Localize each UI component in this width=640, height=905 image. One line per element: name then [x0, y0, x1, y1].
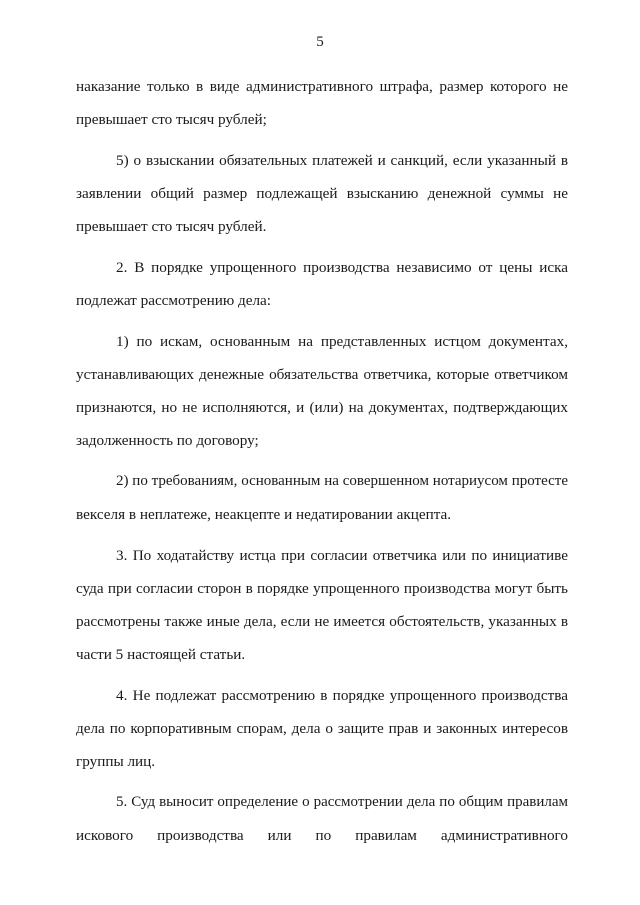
text-line: устанавливающих денежные обязательства ответчика, которые ответчиком: [76, 366, 568, 383]
text-line: рассмотрены также иные дела, если не имеется обстоятельств, указанных в: [76, 613, 568, 630]
text-line: наказание только в виде административного штрафа, размер которого не: [76, 78, 568, 95]
paragraph-part-4: [76, 679, 568, 778]
text-line: дела по корпоративным спорам, дела о защите прав и законных интересов: [76, 720, 568, 737]
paragraph-item-5: [76, 144, 568, 243]
text-line: 2) по требованиям, основанным на совершенном нотариусом протесте: [116, 473, 568, 489]
paragraph-part-2: [76, 251, 568, 317]
text-line: превышает сто тысяч рублей.: [76, 218, 267, 235]
text-line: группы лиц.: [76, 753, 156, 770]
paragraph-item-1: [76, 325, 568, 457]
text-line: 3. По ходатайству истца при согласии ответчика или по инициативе: [116, 547, 568, 564]
text-line: 2. В порядке упрощенного производства независимо от цены иска: [116, 259, 568, 276]
paragraph-item-2: [76, 465, 568, 531]
text-line: задолженность по договору;: [76, 432, 259, 449]
paragraph-continuation: [76, 70, 568, 136]
text-line: векселя в неплатеже, неакцепте и недатировании акцепта.: [76, 506, 452, 523]
paragraph-part-5: [76, 786, 568, 852]
page-number: 5: [316, 34, 324, 50]
text-line: признаются, но не исполняются, и (или) на документах, подтверждающих: [76, 399, 568, 416]
text-line: заявлении общий размер подлежащей взысканию денежной суммы не: [76, 185, 568, 202]
text-line: 1) по искам, основанным на представленных истцом документах,: [116, 333, 568, 350]
text-line: 4. Не подлежат рассмотрению в порядке упрощенного производства: [116, 687, 568, 704]
text-line: части 5 настоящей статьи.: [76, 646, 246, 663]
paragraph-part-3: [76, 539, 568, 671]
text-line: 5) о взыскании обязательных платежей и санкций, если указанный в: [116, 152, 568, 169]
text-line: 5. Суд выносит определение о рассмотрении дела по общим правилам: [116, 794, 568, 810]
text-line: суда при согласии сторон в порядке упрощенного производства могут быть: [76, 580, 568, 597]
text-line: подлежат рассмотрению дела:: [76, 292, 271, 309]
text-line: превышает сто тысяч рублей;: [76, 111, 267, 128]
document-body: [76, 70, 568, 852]
text-line: искового производства или по правилам административного: [76, 827, 568, 844]
